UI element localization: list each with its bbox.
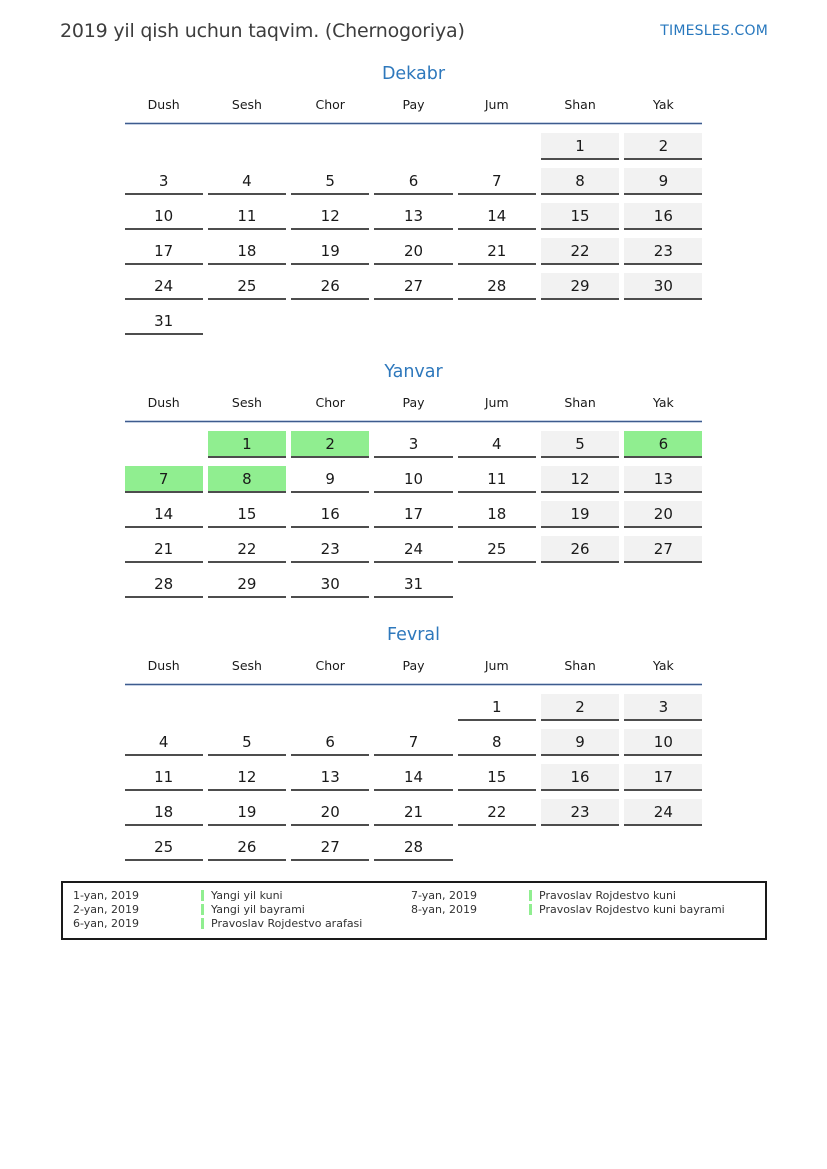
day-cell: 9 (624, 168, 702, 195)
day-cell: 1 (541, 133, 619, 160)
day-cell: 15 (208, 501, 286, 528)
legend-label-text: Yangi yil bayrami (211, 903, 305, 916)
day-cell: 17 (125, 238, 203, 265)
weekday-header: Chor (315, 395, 345, 410)
day-cell: 1 (208, 431, 286, 458)
weekday-header: Chor (315, 658, 345, 673)
weekday-header: Pay (402, 97, 425, 112)
legend-label (201, 917, 411, 930)
empty-cell (208, 308, 286, 335)
legend-label-text: Pravoslav Rojdestvo arafasi (211, 917, 363, 930)
empty-cell (374, 308, 452, 335)
weekday-header: Shan (564, 658, 596, 673)
day-cell: 7 (125, 466, 203, 493)
day-cell: 23 (624, 238, 702, 265)
legend-date: 7-yan, 2019 (411, 889, 477, 902)
day-cell: 20 (624, 501, 702, 528)
day-cell: 14 (374, 764, 452, 791)
empty-cell (541, 571, 619, 598)
day-cell: 12 (541, 466, 619, 493)
day-cell: 20 (291, 799, 369, 826)
day-cell: 13 (624, 466, 702, 493)
weekday-header: Sesh (231, 658, 262, 673)
weekday-header: Shan (564, 395, 596, 410)
months-container (125, 64, 703, 861)
weekday-header: Sesh (231, 97, 262, 112)
empty-cell (458, 133, 536, 160)
day-cell: 29 (541, 273, 619, 300)
weekday-header: Chor (315, 97, 345, 112)
day-cell: 7 (374, 729, 452, 756)
day-cell: 30 (291, 571, 369, 598)
day-cell: 15 (458, 764, 536, 791)
empty-cell (374, 133, 452, 160)
day-cell: 2 (291, 431, 369, 458)
month-grid (125, 658, 703, 861)
empty-cell (125, 431, 203, 458)
day-cell: 9 (291, 466, 369, 493)
day-cell: 31 (374, 571, 452, 598)
empty-cell (624, 834, 702, 861)
day-cell: 13 (374, 203, 452, 230)
legend-label-text: Yangi yil kuni (211, 889, 283, 902)
day-cell: 6 (374, 168, 452, 195)
day-cell: 11 (208, 203, 286, 230)
day-cell: 12 (291, 203, 369, 230)
day-cell: 13 (291, 764, 369, 791)
day-cell: 22 (458, 799, 536, 826)
weekday-header: Jum (484, 97, 509, 112)
day-cell: 21 (458, 238, 536, 265)
empty-cell (208, 133, 286, 160)
holiday-marker (201, 904, 204, 915)
day-cell: 1 (458, 694, 536, 721)
weekday-header: Jum (484, 658, 509, 673)
empty-cell (125, 133, 203, 160)
empty-cell (458, 571, 536, 598)
legend-group-left (73, 889, 411, 930)
day-cell: 22 (541, 238, 619, 265)
weekday-header: Dush (147, 395, 180, 410)
day-cell: 23 (541, 799, 619, 826)
day-cell: 10 (125, 203, 203, 230)
empty-cell (624, 308, 702, 335)
day-cell: 14 (125, 501, 203, 528)
day-cell: 17 (624, 764, 702, 791)
weekday-header: Yak (652, 97, 674, 112)
day-cell: 27 (624, 536, 702, 563)
month-grid (125, 97, 703, 335)
empty-cell (125, 694, 203, 721)
day-cell: 8 (541, 168, 619, 195)
day-cell: 7 (458, 168, 536, 195)
weekday-header: Jum (484, 395, 509, 410)
month-yanvar (125, 362, 703, 598)
day-cell: 21 (374, 799, 452, 826)
month-dekabr (125, 64, 703, 335)
day-cell: 31 (125, 308, 203, 335)
empty-cell (458, 834, 536, 861)
legend-label (201, 889, 411, 902)
day-cell: 11 (125, 764, 203, 791)
page-title: 2019 yil qish uchun taqvim. (Chernogoriya) (60, 20, 465, 42)
holiday-legend (61, 881, 767, 940)
day-cell: 27 (374, 273, 452, 300)
day-cell: 23 (291, 536, 369, 563)
day-cell: 2 (541, 694, 619, 721)
empty-cell (624, 571, 702, 598)
weekday-header: Pay (402, 395, 425, 410)
day-cell: 24 (374, 536, 452, 563)
day-cell: 5 (291, 168, 369, 195)
weekday-header: Yak (652, 658, 674, 673)
day-cell: 26 (208, 834, 286, 861)
day-cell: 25 (208, 273, 286, 300)
month-grid (125, 395, 703, 598)
weekday-header: Dush (147, 97, 180, 112)
legend-date: 6-yan, 2019 (73, 917, 139, 930)
day-cell: 19 (291, 238, 369, 265)
legend-label-text: Pravoslav Rojdestvo kuni bayrami (539, 903, 725, 916)
holiday-marker (529, 904, 532, 915)
day-cell: 25 (458, 536, 536, 563)
day-cell: 30 (624, 273, 702, 300)
day-cell: 28 (458, 273, 536, 300)
empty-cell (374, 694, 452, 721)
holiday-marker (529, 890, 532, 901)
month-title: Dekabr (381, 64, 446, 84)
day-cell: 6 (624, 431, 702, 458)
empty-cell (291, 133, 369, 160)
month-title: Fevral (386, 625, 440, 645)
day-cell: 4 (208, 168, 286, 195)
day-cell: 8 (208, 466, 286, 493)
day-cell: 16 (624, 203, 702, 230)
day-cell: 17 (374, 501, 452, 528)
legend-date: 1-yan, 2019 (73, 889, 139, 902)
empty-cell (208, 694, 286, 721)
day-cell: 12 (208, 764, 286, 791)
day-cell: 4 (458, 431, 536, 458)
legend-label-text: Pravoslav Rojdestvo kuni (539, 889, 676, 902)
day-cell: 10 (624, 729, 702, 756)
day-cell: 8 (458, 729, 536, 756)
legend-date: 8-yan, 2019 (411, 903, 477, 916)
day-cell: 21 (125, 536, 203, 563)
day-cell: 5 (541, 431, 619, 458)
day-cell: 24 (125, 273, 203, 300)
day-cell: 18 (125, 799, 203, 826)
day-cell: 2 (624, 133, 702, 160)
weekday-header: Pay (402, 658, 425, 673)
day-cell: 18 (458, 501, 536, 528)
day-cell: 26 (291, 273, 369, 300)
day-cell: 19 (541, 501, 619, 528)
day-cell: 6 (291, 729, 369, 756)
day-cell: 18 (208, 238, 286, 265)
empty-cell (458, 308, 536, 335)
empty-cell (541, 308, 619, 335)
month-title: Yanvar (384, 362, 443, 382)
day-cell: 16 (291, 501, 369, 528)
day-cell: 11 (458, 466, 536, 493)
day-cell: 20 (374, 238, 452, 265)
day-cell: 14 (458, 203, 536, 230)
site-link[interactable]: TIMESLES.COM (660, 23, 768, 39)
day-cell: 28 (374, 834, 452, 861)
day-cell: 24 (624, 799, 702, 826)
day-cell: 3 (125, 168, 203, 195)
day-cell: 3 (374, 431, 452, 458)
day-cell: 15 (541, 203, 619, 230)
empty-cell (291, 308, 369, 335)
month-fevral (125, 625, 703, 861)
weekday-header: Yak (652, 395, 674, 410)
day-cell: 4 (125, 729, 203, 756)
day-cell: 16 (541, 764, 619, 791)
page-header (0, 0, 827, 42)
holiday-marker (201, 918, 204, 929)
day-cell: 22 (208, 536, 286, 563)
empty-cell (291, 694, 369, 721)
header-rule (125, 420, 703, 423)
empty-cell (541, 834, 619, 861)
day-cell: 26 (541, 536, 619, 563)
holiday-marker (201, 890, 204, 901)
day-cell: 27 (291, 834, 369, 861)
legend-date: 2-yan, 2019 (73, 903, 139, 916)
weekday-header: Shan (564, 97, 596, 112)
header-rule (125, 683, 703, 686)
weekday-header: Dush (147, 658, 180, 673)
day-cell: 29 (208, 571, 286, 598)
day-cell: 28 (125, 571, 203, 598)
day-cell: 25 (125, 834, 203, 861)
day-cell: 9 (541, 729, 619, 756)
day-cell: 10 (374, 466, 452, 493)
day-cell: 3 (624, 694, 702, 721)
day-cell: 5 (208, 729, 286, 756)
legend-label (201, 903, 411, 916)
day-cell: 19 (208, 799, 286, 826)
legend-label (529, 903, 755, 916)
header-rule (125, 122, 703, 125)
legend-label (529, 889, 755, 902)
weekday-header: Sesh (231, 395, 262, 410)
legend-group-right (411, 889, 755, 916)
